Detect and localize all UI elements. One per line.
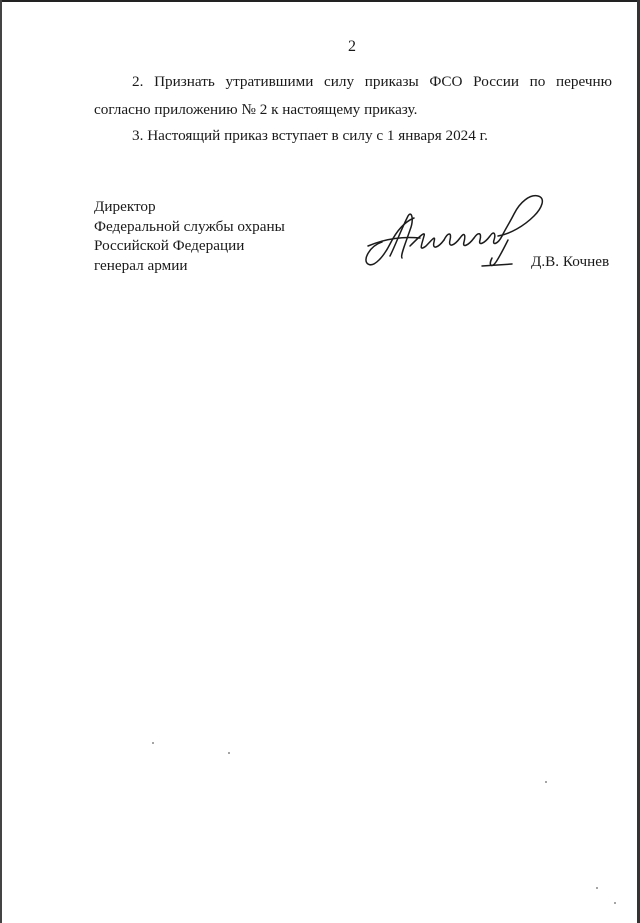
position-line-4: генерал армии xyxy=(94,256,188,274)
scan-speck xyxy=(545,781,547,783)
scan-speck xyxy=(152,742,154,744)
signer-name: Д.В. Кочнев xyxy=(531,253,610,270)
signatory-position xyxy=(94,197,285,275)
paragraph-item-2 xyxy=(94,68,612,124)
scan-edge-top xyxy=(0,0,640,2)
paragraph-item-3: 3. Настоящий приказ вступает в силу с 1 января 2024 г. xyxy=(132,127,488,144)
handwritten-signature-icon xyxy=(360,186,560,270)
scan-speck xyxy=(614,902,616,904)
paragraph-item-2-line-1: 2. Признать утратившими силу приказы ФСО России по перечню xyxy=(132,73,612,90)
scan-edge-left xyxy=(0,0,2,923)
position-line-2: Федеральной службы охраны xyxy=(94,217,285,235)
position-line-3: Российской Федерации xyxy=(94,237,245,254)
scan-speck xyxy=(596,887,598,889)
page-number: 2 xyxy=(348,38,356,55)
paragraph-item-2-line-2: согласно приложению № 2 к настоящему приказу. xyxy=(94,101,418,118)
scan-speck xyxy=(228,752,230,754)
position-line-1: Директор xyxy=(94,198,156,215)
